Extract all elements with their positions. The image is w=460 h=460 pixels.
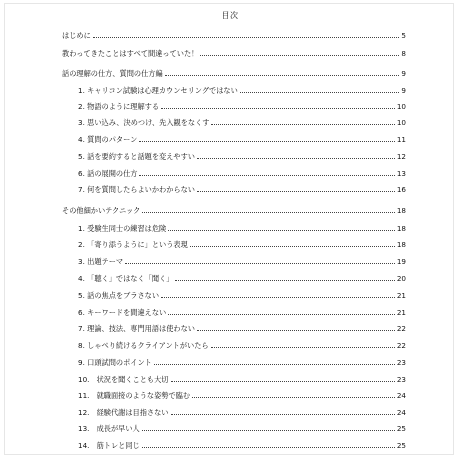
toc-section-entry	[78, 116, 406, 127]
toc-page-number: 24	[396, 408, 406, 417]
dot-leader	[171, 381, 395, 382]
toc-section-entry	[78, 439, 406, 450]
toc-section-entry	[78, 356, 406, 367]
dot-leader	[168, 314, 395, 315]
toc-section-entry	[78, 339, 406, 350]
dot-leader	[240, 92, 400, 93]
dot-leader	[211, 347, 395, 348]
toc-page-number: 22	[396, 324, 406, 333]
toc-entry-label: 2. 物語のように理解する	[78, 102, 160, 111]
dot-leader	[197, 330, 395, 331]
toc-section-entry	[78, 222, 406, 233]
toc-page-number: 25	[396, 424, 406, 433]
toc-entry-label: 12. 経験代謝は目指さない	[78, 408, 169, 417]
toc-page-number: 12	[396, 152, 406, 161]
toc-chapter-entry	[62, 204, 406, 215]
dot-leader	[211, 124, 394, 125]
toc-page-number: 18	[396, 206, 406, 215]
toc-section-entry	[78, 272, 406, 283]
dot-leader	[142, 447, 395, 448]
toc-entry-label: 4. 「聴く」ではなく「聞く」	[78, 274, 174, 283]
toc-entry-label: 1. キャリコン試験は心理カウンセリングではない	[78, 86, 238, 95]
toc-page-number: 10	[396, 118, 406, 127]
dot-leader	[142, 212, 395, 213]
toc-page-number: 9	[401, 69, 406, 78]
toc-entry-label: 7. 何を質問したらよいかわからない	[78, 185, 195, 194]
toc-page-number: 22	[396, 341, 406, 350]
toc-section-entry	[78, 255, 406, 266]
dot-leader	[161, 297, 395, 298]
dot-leader	[171, 414, 395, 415]
toc-chapter-entry	[62, 29, 406, 40]
toc-section-entry	[78, 406, 406, 417]
toc-entry-label: 13. 成長が早い人	[78, 424, 140, 433]
dot-leader	[192, 397, 395, 398]
dot-leader	[139, 141, 395, 142]
toc-page-number: 19	[396, 257, 406, 266]
toc-section-entry	[78, 100, 406, 111]
dot-leader	[190, 246, 395, 247]
toc-section-entry	[78, 167, 406, 178]
dot-leader	[165, 75, 400, 76]
toc-page-number: 21	[396, 291, 406, 300]
toc-entry-label: 14. 筋トレと同じ	[78, 441, 140, 450]
toc-entry-label: 3. 出題テーマ	[78, 257, 124, 266]
dot-leader	[161, 108, 395, 109]
toc-page-number: 21	[396, 308, 406, 317]
dot-leader	[142, 430, 395, 431]
toc-entry-label: 2. 「寄り添うように」という表現	[78, 240, 188, 249]
toc-entry-label: 5. 話を要約すると話題を変えやすい	[78, 152, 195, 161]
dot-leader	[93, 37, 400, 38]
toc-page-number: 20	[396, 274, 406, 283]
toc-page-number: 5	[401, 31, 406, 40]
toc-chapter-entry	[62, 67, 406, 78]
toc-section-entry	[78, 373, 406, 384]
toc-title: 目次	[221, 11, 239, 20]
toc-section-entry	[78, 150, 406, 161]
toc-section-entry	[78, 238, 406, 249]
dot-leader	[125, 263, 395, 264]
toc-page-number: 23	[396, 375, 406, 384]
toc-page-number: 10	[396, 102, 406, 111]
toc-entry-label: その他細かいテクニック	[62, 206, 141, 215]
toc-chapter-entry	[62, 47, 406, 58]
toc-entry-label: 11. 就職面接のような姿勢で臨む	[78, 391, 191, 400]
toc-entry-label: 9. 口頭試問のポイント	[78, 358, 152, 367]
toc-page-number: 18	[396, 224, 406, 233]
toc-section-entry	[78, 422, 406, 433]
toc-page-number: 16	[396, 185, 406, 194]
dot-leader	[168, 230, 395, 231]
toc-entry-label: 1. 受験生同士の練習は危険	[78, 224, 167, 233]
toc-section-entry	[78, 133, 406, 144]
toc-page-number: 9	[401, 86, 406, 95]
dot-leader	[154, 364, 395, 365]
dot-leader	[175, 280, 394, 281]
toc-entry-label: 3. 思い込み、決めつけ、先入観をなくす	[78, 118, 210, 127]
dot-leader	[197, 191, 395, 192]
toc-page-number: 23	[396, 358, 406, 367]
toc-page-number: 11	[396, 135, 406, 144]
toc-entry-label: 6. キーワードを間違えない	[78, 308, 167, 317]
toc-section-entry	[78, 389, 406, 400]
toc-page-number: 13	[396, 169, 406, 178]
toc-section-entry	[78, 289, 406, 300]
dot-leader	[200, 55, 399, 56]
toc-page-number: 18	[396, 240, 406, 249]
toc-entry-label: 10. 状況を聞くことも大切	[78, 375, 169, 384]
toc-page-number: 24	[396, 391, 406, 400]
toc-entry-label: 5. 話の焦点をブラさない	[78, 291, 160, 300]
toc-section-entry	[78, 183, 406, 194]
toc-section-entry	[78, 322, 406, 333]
toc-section-entry	[78, 306, 406, 317]
toc-entry-label: 話の理解の仕方、質問の仕方編	[62, 69, 163, 78]
toc-entry-label: 6. 話の展開の仕方	[78, 169, 138, 178]
toc-section-entry	[78, 84, 406, 95]
toc-entry-label: 4. 質問のパターン	[78, 135, 138, 144]
toc-entry-label: 教わってきたことはすべて間違っていた！	[62, 49, 199, 58]
toc-entry-label: はじめに	[62, 31, 91, 40]
toc-page-number: 25	[396, 441, 406, 450]
toc-page-number: 8	[401, 49, 406, 58]
toc-entry-label: 8. しゃべり続けるクライアントがいたら	[78, 341, 209, 350]
dot-leader	[139, 175, 394, 176]
toc-entry-label: 7. 理論、技法、専門用語は使わない	[78, 324, 195, 333]
dot-leader	[197, 158, 395, 159]
